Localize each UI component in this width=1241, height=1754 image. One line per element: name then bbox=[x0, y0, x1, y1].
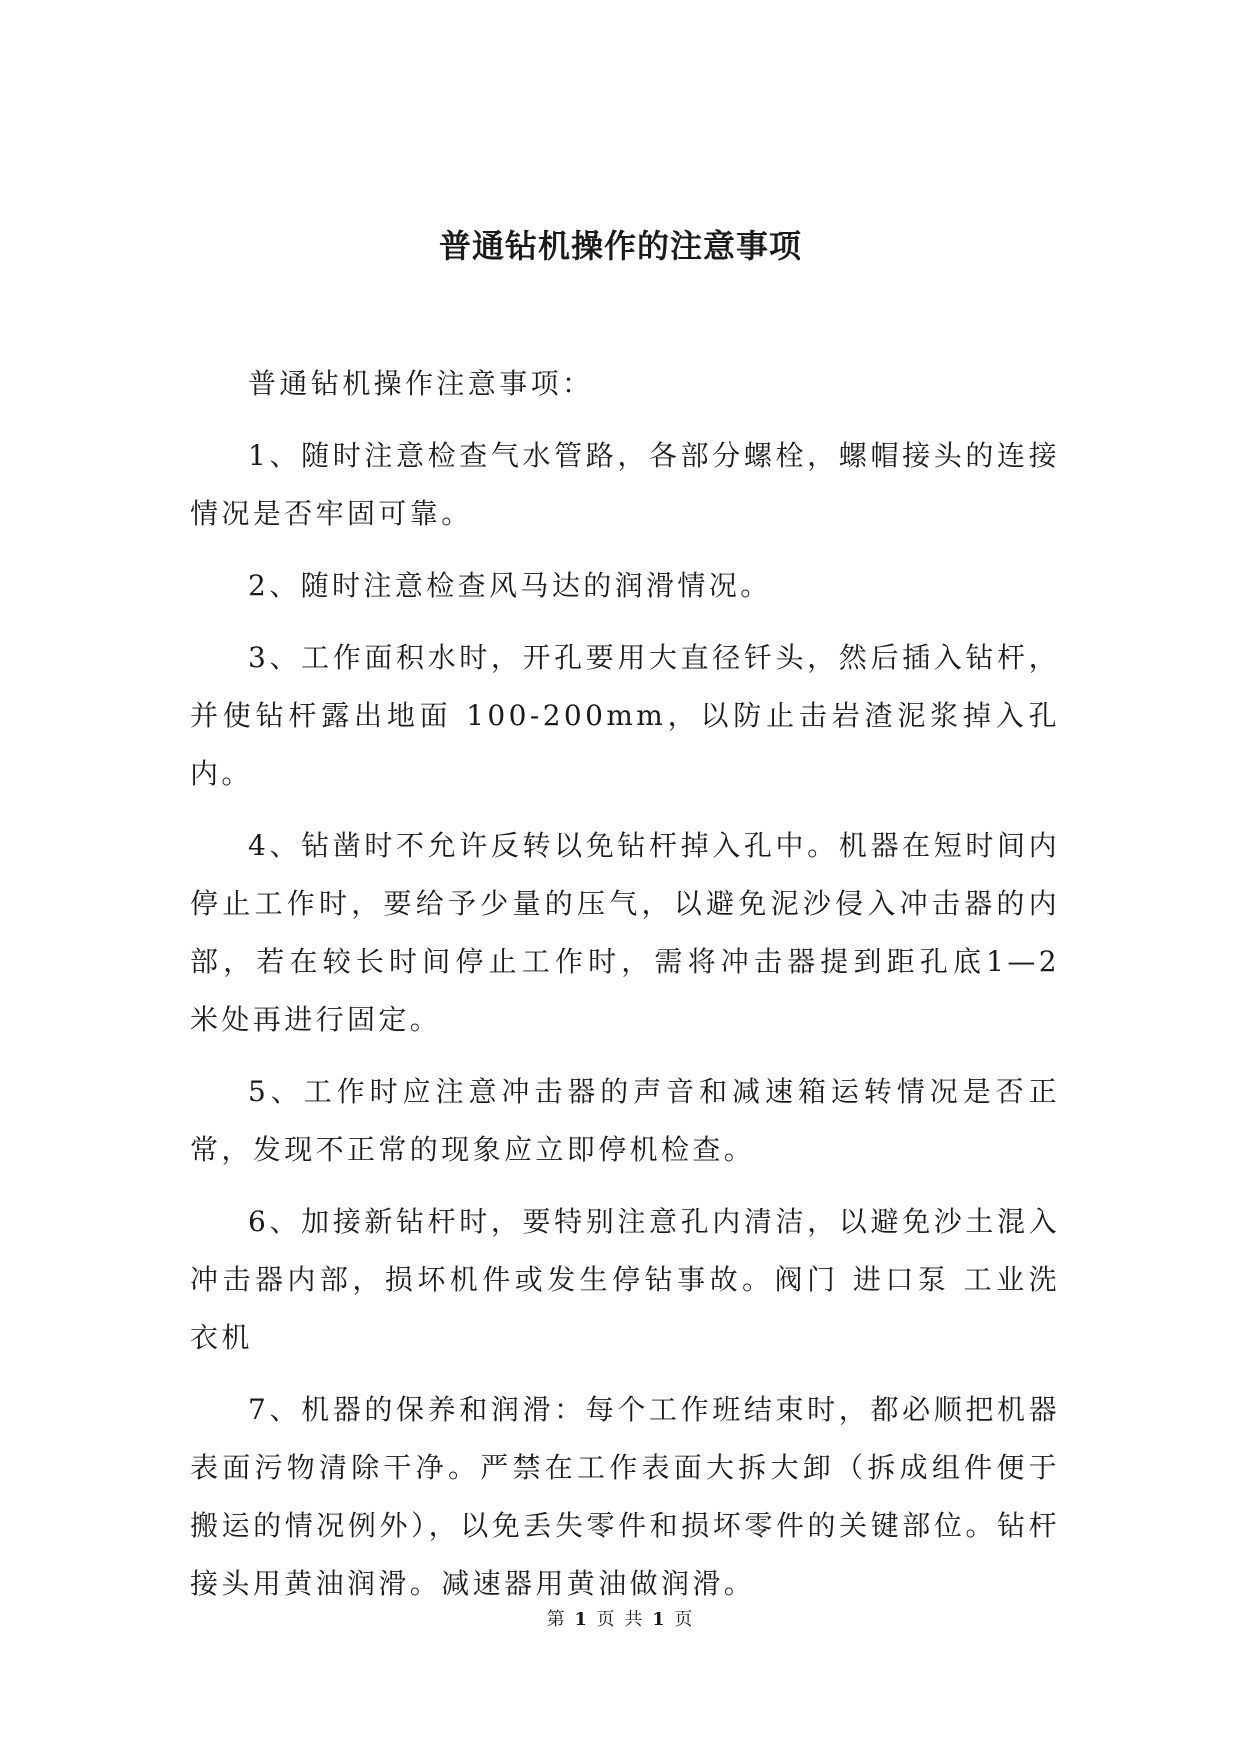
paragraph-item-5: 5、工作时应注意冲击器的声音和减速箱运转情况是否正常，发现不正常的现象应立即停机检查。 bbox=[190, 1075, 1060, 1166]
document-title: 普通钻机操作的注意事项 bbox=[438, 227, 802, 265]
paragraph-intro: 普通钻机操作注意事项： bbox=[248, 367, 594, 400]
paragraph-item-4: 4、钻凿时不允许反转以免钻杆掉入孔中。机器在短时间内停止工作时，要给予少量的压气，以避免泥沙侵入冲击器的内部，若在较长时间停止工作时，需将冲击器提到距孔底1—2 米处再进行固定。 bbox=[190, 829, 1060, 1036]
footer-prefix: 第 bbox=[546, 1609, 567, 1630]
paragraph-item-7: 7、机器的保养和润滑：每个工作班结束时，都必顺把机器表面污物清除干净。严禁在工作表面大拆大卸（拆成组件便于搬运的情况例外），以免丢失零件和损坏零件的关键部位。钻杆接头用黄油润滑。减速器用黄油做润滑。 bbox=[190, 1393, 1060, 1600]
paragraph-item-3: 3、工作面积水时，开孔要用大直径钎头，然后插入钻杆，并使钻杆露出地面 100-200mm，以防止击岩渣泥浆掉入孔内。 bbox=[190, 641, 1060, 790]
page-footer bbox=[0, 1608, 1241, 1632]
document-body bbox=[190, 355, 1060, 1627]
footer-suffix: 页 bbox=[674, 1609, 695, 1630]
paragraph-item-6: 6、加接新钻杆时，要特别注意孔内清洁，以避免沙土混入冲击器内部，损坏机件或发生停钻事故。阀门 进口泵 工业洗衣机 bbox=[190, 1205, 1060, 1354]
paragraph-item-2: 2、随时注意检查风马达的润滑情况。 bbox=[248, 569, 772, 602]
footer-current-page: 1 bbox=[574, 1609, 589, 1630]
paragraph-item-1: 1、随时注意检查气水管路，各部分螺栓，螺帽接头的连接情况是否牢固可靠。 bbox=[190, 439, 1060, 530]
footer-middle: 页 共 bbox=[596, 1609, 645, 1630]
footer-total-pages: 1 bbox=[652, 1609, 667, 1630]
